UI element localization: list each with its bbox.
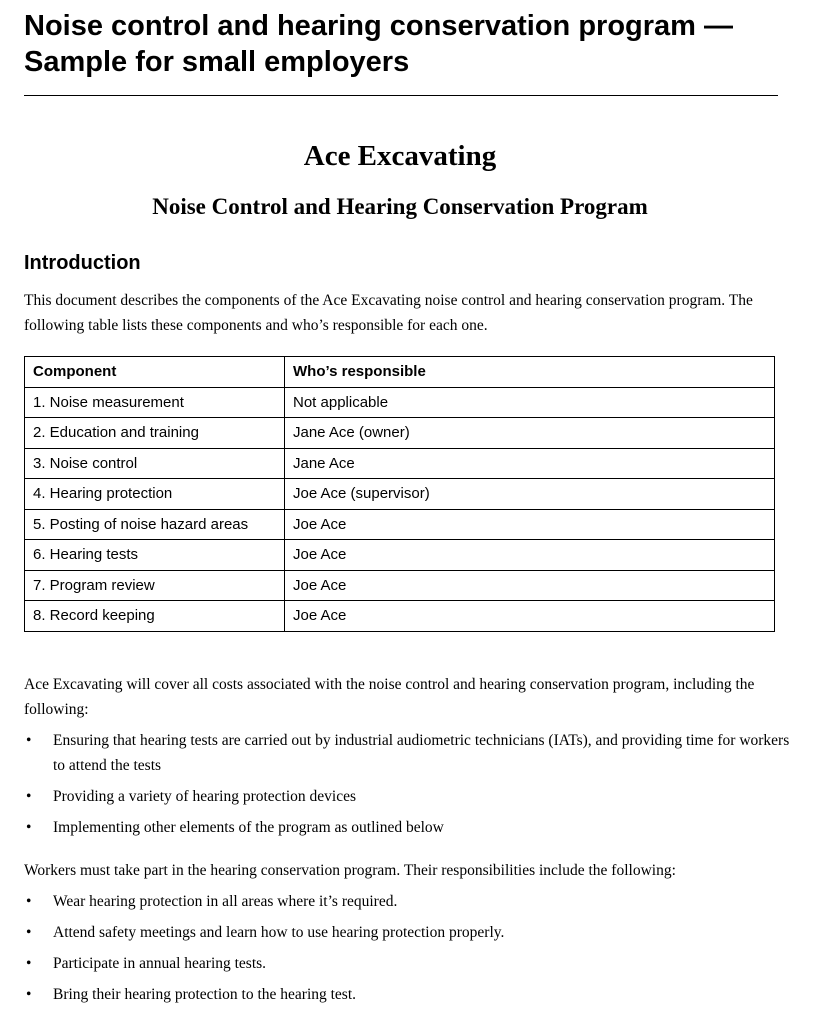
bullet-icon: • — [26, 788, 32, 805]
table-row — [25, 509, 775, 540]
responsible-cell: Joe Ace — [285, 509, 775, 540]
costs-paragraph: Ace Excavating will cover all costs associated with the noise control and hearing conservation program, including the following: — [24, 676, 755, 718]
responsible-cell: Joe Ace — [285, 601, 775, 632]
responsible-cell: Joe Ace — [285, 570, 775, 601]
table-row — [25, 601, 775, 632]
table-header-row — [25, 357, 775, 388]
list-item: • Attend safety meetings and learn how to use hearing protection properly. — [24, 920, 794, 945]
responsible-cell: Joe Ace (supervisor) — [285, 479, 775, 510]
bullet-icon: • — [26, 893, 32, 910]
program-title: Noise Control and Hearing Conservation Program — [152, 194, 648, 219]
component-cell: 6. Hearing tests — [25, 540, 285, 571]
introduction-paragraph: This document describes the components of the Ace Excavating noise control and hearing conservation program. The following table lists these components and who’s responsible for each one. — [24, 292, 753, 334]
header-component: Component — [25, 357, 285, 388]
responsible-cell: Jane Ace (owner) — [285, 418, 775, 449]
responsible-cell: Joe Ace — [285, 540, 775, 571]
responsible-cell: Jane Ace — [285, 448, 775, 479]
table-row — [25, 570, 775, 601]
responsible-cell: Not applicable — [285, 387, 775, 418]
workers-paragraph: Workers must take part in the hearing conservation program. Their responsibilities include the following: — [24, 862, 676, 879]
component-cell: 2. Education and training — [25, 418, 285, 449]
table-row — [25, 540, 775, 571]
list-item: • Implementing other elements of the program as outlined below — [24, 815, 794, 840]
document-title: Noise control and hearing conservation program — Sample for small employers — [24, 10, 734, 78]
costs-list — [24, 728, 794, 846]
component-cell: 3. Noise control — [25, 448, 285, 479]
component-cell: 1. Noise measurement — [25, 387, 285, 418]
table-row — [25, 418, 775, 449]
component-cell: 4. Hearing protection — [25, 479, 285, 510]
component-cell: 7. Program review — [25, 570, 285, 601]
introduction-heading: Introduction — [24, 252, 141, 274]
bullet-icon: • — [26, 924, 32, 941]
list-item: • Participate in annual hearing tests. — [24, 951, 794, 976]
table-row — [25, 479, 775, 510]
component-cell: 8. Record keeping — [25, 601, 285, 632]
component-cell: 5. Posting of noise hazard areas — [25, 509, 285, 540]
bullet-icon: • — [26, 955, 32, 972]
bullet-icon: • — [26, 819, 32, 836]
workers-list — [24, 889, 794, 1013]
bullet-icon: • — [26, 986, 32, 1003]
company-name: Ace Excavating — [303, 140, 497, 172]
table-row — [25, 448, 775, 479]
components-table — [24, 356, 775, 632]
title-divider — [24, 95, 778, 96]
list-item: • Wear hearing protection in all areas where it’s required. — [24, 889, 794, 914]
bullet-icon: • — [26, 732, 32, 749]
header-responsible: Who’s responsible — [285, 357, 775, 388]
list-item: • Providing a variety of hearing protection devices — [24, 784, 794, 809]
table-row — [25, 387, 775, 418]
list-item: • Ensuring that hearing tests are carried out by industrial audiometric technicians (IATs), and providing time for workers to attend the tests — [24, 728, 794, 778]
list-item: • Bring their hearing protection to the hearing test. — [24, 982, 794, 1007]
